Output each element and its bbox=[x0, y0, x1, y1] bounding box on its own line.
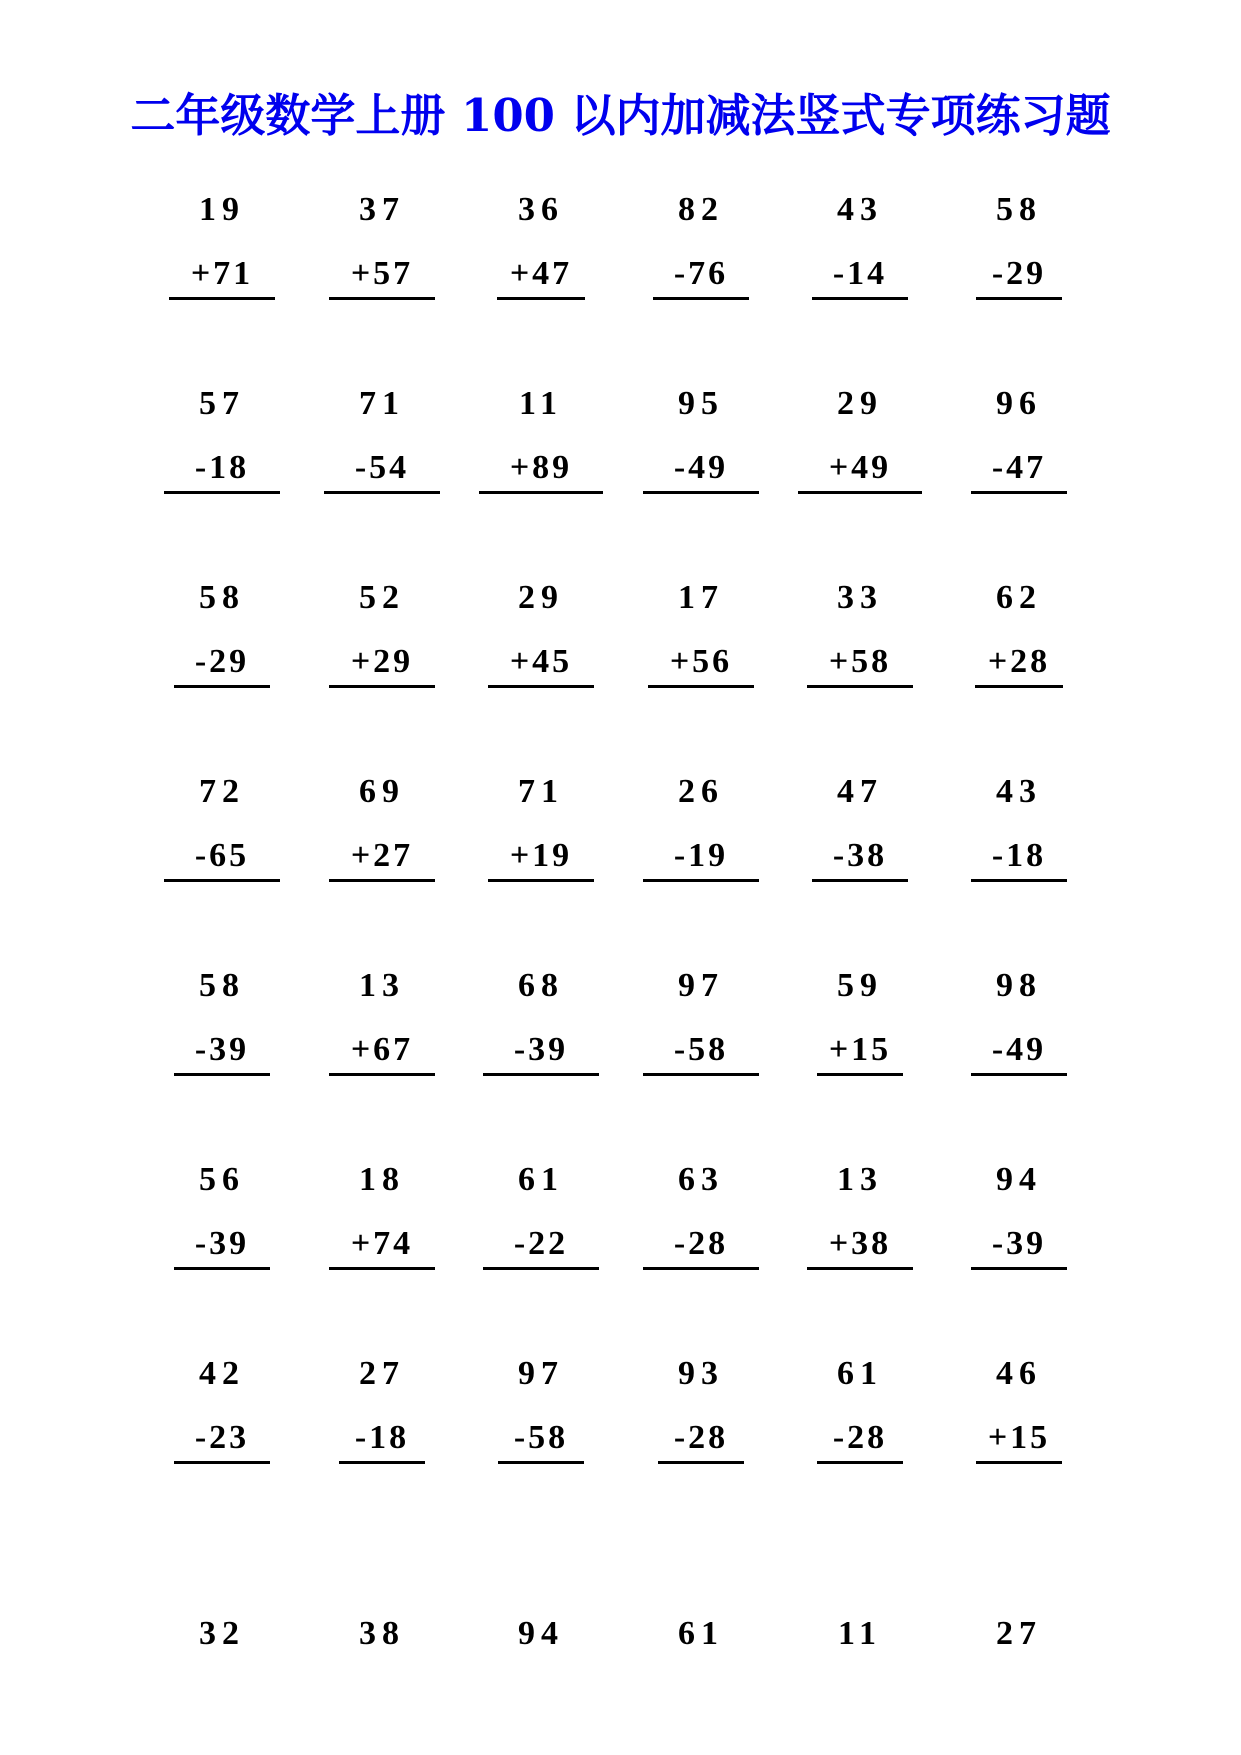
operand-with-operator: -47 bbox=[991, 449, 1047, 486]
top-number: 42 bbox=[199, 1355, 245, 1392]
top-number: 17 bbox=[678, 579, 724, 616]
top-number: 58 bbox=[996, 191, 1042, 228]
top-number: 58 bbox=[199, 967, 245, 1004]
top-number: 68 bbox=[518, 967, 564, 1004]
top-number: 61 bbox=[837, 1355, 883, 1392]
answer-line bbox=[488, 879, 594, 882]
answer-line bbox=[329, 685, 435, 688]
top-number: 36 bbox=[518, 191, 564, 228]
operand-with-operator: +47 bbox=[509, 255, 573, 292]
operand-with-operator: +57 bbox=[350, 255, 414, 292]
operand-with-operator: +29 bbox=[350, 643, 414, 680]
top-number: 98 bbox=[996, 967, 1042, 1004]
top-number: 71 bbox=[518, 773, 564, 810]
answer-line bbox=[807, 1267, 913, 1270]
top-number: 32 bbox=[199, 1615, 245, 1652]
operand-with-operator: +28 bbox=[987, 643, 1051, 680]
operand-with-operator: +71 bbox=[190, 255, 254, 292]
top-number: 63 bbox=[678, 1161, 724, 1198]
top-number: 26 bbox=[678, 773, 724, 810]
problem-item bbox=[636, 190, 766, 310]
top-number: 47 bbox=[837, 773, 883, 810]
top-number: 69 bbox=[359, 773, 405, 810]
operand-with-operator: +49 bbox=[828, 449, 892, 486]
answer-line bbox=[648, 685, 754, 688]
answer-line bbox=[483, 1267, 599, 1270]
problem-item bbox=[795, 190, 925, 310]
operand-with-operator: -38 bbox=[832, 837, 888, 874]
answer-line bbox=[976, 297, 1062, 300]
operand-with-operator: -14 bbox=[832, 255, 888, 292]
problem-item bbox=[476, 1614, 606, 1734]
operand-with-operator: -58 bbox=[673, 1031, 729, 1068]
answer-line bbox=[479, 491, 603, 494]
operand-with-operator: -29 bbox=[194, 643, 250, 680]
answer-line bbox=[329, 297, 435, 300]
top-number: 94 bbox=[996, 1161, 1042, 1198]
operand-with-operator: +58 bbox=[828, 643, 892, 680]
problem-item bbox=[476, 1160, 606, 1280]
answer-line bbox=[812, 879, 908, 882]
operand-with-operator: -76 bbox=[673, 255, 729, 292]
problem-item bbox=[317, 1160, 447, 1280]
problem-item bbox=[954, 1354, 1084, 1474]
problem-item bbox=[317, 384, 447, 504]
operand-with-operator: +56 bbox=[669, 643, 733, 680]
operand-with-operator: -29 bbox=[991, 255, 1047, 292]
answer-line bbox=[174, 1461, 270, 1464]
operand-with-operator: -54 bbox=[354, 449, 410, 486]
answer-line bbox=[329, 1073, 435, 1076]
top-number: 97 bbox=[518, 1355, 564, 1392]
problem-item bbox=[317, 578, 447, 698]
problem-item bbox=[954, 190, 1084, 310]
problem-item bbox=[157, 772, 287, 892]
top-number: 29 bbox=[518, 579, 564, 616]
operand-with-operator: +27 bbox=[350, 837, 414, 874]
operand-with-operator: -28 bbox=[673, 1419, 729, 1456]
problem-item bbox=[636, 1354, 766, 1474]
answer-line bbox=[971, 491, 1067, 494]
top-number: 59 bbox=[837, 967, 883, 1004]
operand-with-operator: +15 bbox=[987, 1419, 1051, 1456]
answer-line bbox=[324, 491, 440, 494]
top-number: 19 bbox=[199, 191, 245, 228]
answer-line bbox=[975, 685, 1063, 688]
problem-item bbox=[157, 190, 287, 310]
answer-line bbox=[971, 1267, 1067, 1270]
operand-with-operator: +45 bbox=[509, 643, 573, 680]
operand-with-operator: -18 bbox=[194, 449, 250, 486]
top-number: 43 bbox=[837, 191, 883, 228]
operand-with-operator: -39 bbox=[513, 1031, 569, 1068]
problem-item bbox=[317, 190, 447, 310]
top-number: 72 bbox=[199, 773, 245, 810]
operand-with-operator: -22 bbox=[513, 1225, 569, 1262]
top-number: 58 bbox=[199, 579, 245, 616]
problem-item bbox=[157, 1160, 287, 1280]
answer-line bbox=[498, 1461, 584, 1464]
answer-line bbox=[164, 491, 280, 494]
answer-line bbox=[483, 1073, 599, 1076]
top-number: 71 bbox=[359, 385, 405, 422]
problem-item bbox=[795, 384, 925, 504]
top-number: 82 bbox=[678, 191, 724, 228]
top-number: 37 bbox=[359, 191, 405, 228]
top-number: 27 bbox=[359, 1355, 405, 1392]
operand-with-operator: -39 bbox=[194, 1031, 250, 1068]
answer-line bbox=[174, 685, 270, 688]
top-number: 62 bbox=[996, 579, 1042, 616]
top-number: 38 bbox=[359, 1615, 405, 1652]
answer-line bbox=[329, 879, 435, 882]
operand-with-operator: -18 bbox=[354, 1419, 410, 1456]
answer-line bbox=[174, 1073, 270, 1076]
operand-with-operator: +67 bbox=[350, 1031, 414, 1068]
operand-with-operator: +19 bbox=[509, 837, 573, 874]
operand-with-operator: -58 bbox=[513, 1419, 569, 1456]
problem-item bbox=[476, 384, 606, 504]
answer-line bbox=[643, 879, 759, 882]
operand-with-operator: -28 bbox=[673, 1225, 729, 1262]
problem-item bbox=[954, 772, 1084, 892]
problem-item bbox=[476, 772, 606, 892]
operand-with-operator: +89 bbox=[509, 449, 573, 486]
top-number: 18 bbox=[359, 1161, 405, 1198]
top-number: 96 bbox=[996, 385, 1042, 422]
answer-line bbox=[174, 1267, 270, 1270]
problem-item bbox=[157, 1614, 287, 1734]
operand-with-operator: -19 bbox=[673, 837, 729, 874]
answer-line bbox=[497, 297, 585, 300]
operand-with-operator: -49 bbox=[673, 449, 729, 486]
problem-item bbox=[317, 1354, 447, 1474]
problem-item bbox=[636, 578, 766, 698]
problem-item bbox=[157, 578, 287, 698]
problem-item bbox=[795, 1354, 925, 1474]
problem-item bbox=[954, 1614, 1084, 1734]
problem-item bbox=[795, 772, 925, 892]
top-number: 52 bbox=[359, 579, 405, 616]
answer-line bbox=[971, 879, 1067, 882]
problem-item bbox=[317, 1614, 447, 1734]
top-number: 97 bbox=[678, 967, 724, 1004]
page-title: 二年级数学上册 100 以内加减法竖式专项练习题 bbox=[130, 89, 1111, 142]
top-number: 46 bbox=[996, 1355, 1042, 1392]
answer-line bbox=[164, 879, 280, 882]
problem-item bbox=[795, 966, 925, 1086]
problem-item bbox=[476, 1354, 606, 1474]
answer-line bbox=[817, 1073, 903, 1076]
top-number: 61 bbox=[518, 1161, 564, 1198]
problem-item bbox=[636, 1160, 766, 1280]
operand-with-operator: +15 bbox=[828, 1031, 892, 1068]
top-number: 29 bbox=[837, 385, 883, 422]
top-number: 94 bbox=[518, 1615, 564, 1652]
problem-item bbox=[157, 966, 287, 1086]
answer-line bbox=[976, 1461, 1062, 1464]
answer-line bbox=[643, 491, 759, 494]
problem-item bbox=[157, 384, 287, 504]
top-number: 56 bbox=[199, 1161, 245, 1198]
top-number: 11 bbox=[837, 1615, 883, 1652]
answer-line bbox=[488, 685, 594, 688]
answer-line bbox=[971, 1073, 1067, 1076]
problem-item bbox=[954, 578, 1084, 698]
answer-line bbox=[817, 1461, 903, 1464]
problem-item bbox=[954, 384, 1084, 504]
top-number: 95 bbox=[678, 385, 724, 422]
operand-with-operator: -49 bbox=[991, 1031, 1047, 1068]
problem-item bbox=[954, 1160, 1084, 1280]
top-number: 43 bbox=[996, 773, 1042, 810]
top-number: 27 bbox=[996, 1615, 1042, 1652]
operand-with-operator: -23 bbox=[194, 1419, 250, 1456]
operand-with-operator: +74 bbox=[350, 1225, 414, 1262]
answer-line bbox=[653, 297, 749, 300]
problem-item bbox=[636, 1614, 766, 1734]
operand-with-operator: -28 bbox=[832, 1419, 888, 1456]
answer-line bbox=[169, 297, 275, 300]
problem-item bbox=[795, 1160, 925, 1280]
top-number: 13 bbox=[837, 1161, 883, 1198]
top-number: 57 bbox=[199, 385, 245, 422]
top-number: 33 bbox=[837, 579, 883, 616]
operand-with-operator: -65 bbox=[194, 837, 250, 874]
answer-line bbox=[658, 1461, 744, 1464]
problem-item bbox=[636, 966, 766, 1086]
answer-line bbox=[812, 297, 908, 300]
problem-item bbox=[157, 1354, 287, 1474]
problem-item bbox=[636, 384, 766, 504]
problem-item bbox=[317, 966, 447, 1086]
problem-item bbox=[317, 772, 447, 892]
problem-item bbox=[476, 578, 606, 698]
answer-line bbox=[807, 685, 913, 688]
answer-line bbox=[339, 1461, 425, 1464]
problem-item bbox=[795, 578, 925, 698]
operand-with-operator: +38 bbox=[828, 1225, 892, 1262]
top-number: 11 bbox=[518, 385, 564, 422]
problem-item bbox=[476, 966, 606, 1086]
problem-item bbox=[954, 966, 1084, 1086]
operand-with-operator: -39 bbox=[194, 1225, 250, 1262]
operand-with-operator: -18 bbox=[991, 837, 1047, 874]
top-number: 61 bbox=[678, 1615, 724, 1652]
top-number: 93 bbox=[678, 1355, 724, 1392]
answer-line bbox=[798, 491, 922, 494]
answer-line bbox=[643, 1267, 759, 1270]
problem-item bbox=[636, 772, 766, 892]
answer-line bbox=[643, 1073, 759, 1076]
problem-item bbox=[476, 190, 606, 310]
top-number: 13 bbox=[359, 967, 405, 1004]
answer-line bbox=[329, 1267, 435, 1270]
problem-item bbox=[795, 1614, 925, 1734]
operand-with-operator: -39 bbox=[991, 1225, 1047, 1262]
